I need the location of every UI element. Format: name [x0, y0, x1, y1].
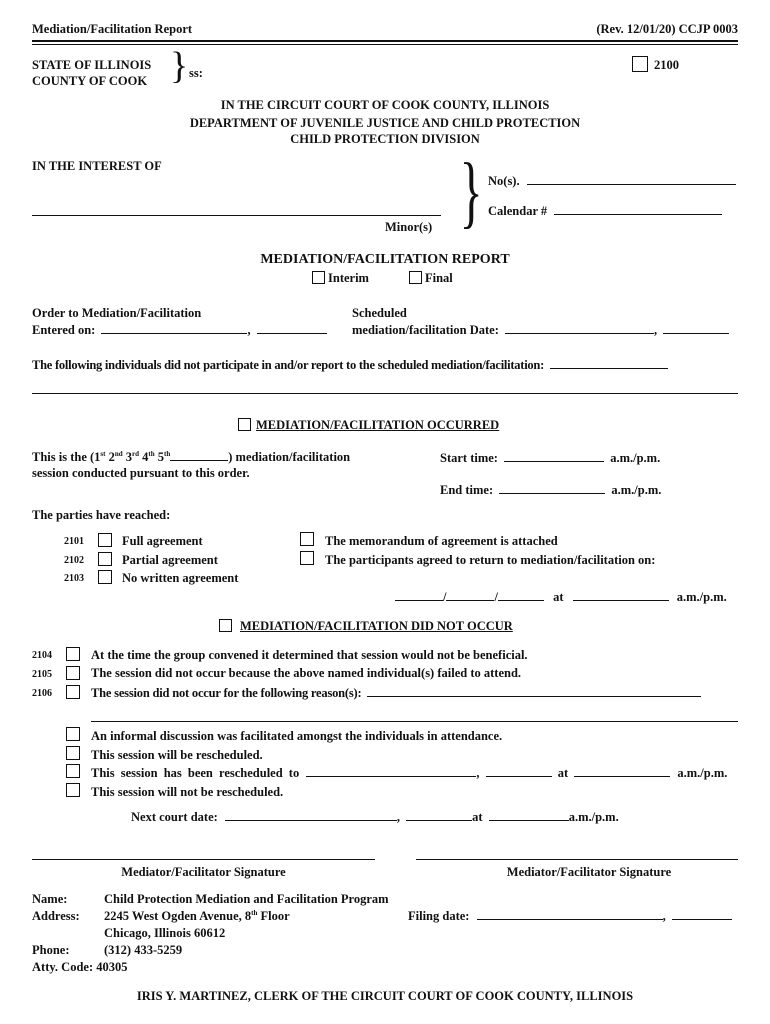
full-agreement-checkbox[interactable]	[98, 533, 112, 547]
code-2102: 2102	[64, 555, 84, 566]
return-checkbox[interactable]	[300, 551, 314, 565]
failed-attend-label: The session did not occur because the above named individual(s) failed to attend.	[91, 666, 522, 680]
next-court-date-field[interactable]	[225, 810, 397, 821]
ss-label: ss:	[189, 66, 203, 80]
nonparticipants-row	[32, 358, 668, 373]
nonparticipants-field[interactable]	[550, 358, 668, 369]
interest-label: IN THE INTEREST OF	[32, 159, 162, 173]
entered-date-field[interactable]	[101, 323, 247, 334]
not-occur-checkbox[interactable]	[219, 619, 232, 632]
scheduled-year-field[interactable]	[663, 323, 729, 334]
return-date-row: / / at a.m./p.m.	[395, 590, 727, 605]
header-rule	[32, 40, 738, 42]
phone-value: (312) 433-5259	[104, 943, 183, 957]
next-court-time-field[interactable]	[489, 810, 569, 821]
rescheduled-time-field[interactable]	[574, 766, 670, 777]
next-court-label: Next court date:	[131, 810, 218, 824]
calendar-field[interactable]	[554, 204, 722, 215]
revision-code: (Rev. 12/01/20) CCJP 0003	[596, 22, 738, 36]
partial-agreement-label: Partial agreement	[122, 553, 218, 567]
return-year-field[interactable]	[498, 590, 544, 601]
county-label: COUNTY OF COOK	[32, 74, 148, 88]
session-line-2: session conducted pursuant to this order.	[32, 466, 250, 480]
code-2104: 2104	[32, 650, 52, 661]
form-title: Mediation/Facilitation Report	[32, 22, 193, 36]
scheduled-date-field[interactable]	[505, 323, 654, 334]
scheduled-date-label: mediation/facilitation Date:	[352, 323, 499, 337]
occurred-heading-row	[238, 418, 499, 433]
return-label: The participants agreed to return to mediation/facilitation on:	[325, 553, 656, 567]
return-time-field[interactable]	[573, 590, 669, 601]
court-line-1: IN THE CIRCUIT COURT OF COOK COUNTY, ILLINOIS	[220, 98, 550, 112]
has-rescheduled-row: This session has been rescheduled to , at a.m./p.m.	[91, 766, 728, 780]
final-checkbox[interactable]	[409, 271, 422, 284]
code-2103: 2103	[64, 573, 84, 584]
address-line-1: 2245 West Ogden Avenue, 8th Floor	[104, 908, 290, 923]
end-time-field[interactable]	[499, 483, 605, 494]
entered-year-field[interactable]	[257, 323, 327, 334]
wont-reschedule-label: This session will not be rescheduled.	[91, 785, 284, 799]
filing-date-field[interactable]	[477, 909, 663, 920]
start-time-field[interactable]	[504, 451, 604, 462]
code-2106: 2106	[32, 688, 52, 699]
code-2100-checkbox[interactable]	[632, 56, 648, 72]
occurred-checkbox[interactable]	[238, 418, 251, 431]
signature-line-right[interactable]	[416, 859, 738, 860]
signature-label-right: Mediator/Facilitator Signature	[506, 865, 672, 879]
interim-checkbox[interactable]	[312, 271, 325, 284]
calendar-label: Calendar #	[488, 204, 548, 218]
other-reason-label: The session did not occur for the following reason(s):	[91, 686, 362, 700]
not-occur-heading-row	[219, 619, 513, 634]
address-line-2: Chicago, Illinois 60612	[104, 926, 226, 940]
end-time-row: End time: a.m./p.m.	[440, 483, 662, 497]
other-reason-field[interactable]	[367, 686, 701, 697]
not-beneficial-label: At the time the group convened it determined that session would not be beneficial.	[91, 648, 528, 662]
session-number-row: This is the (1st 2nd 3rd 4th 5th ) mediation/facilitation	[32, 449, 351, 464]
filing-date-label: Filing date:	[408, 909, 470, 923]
address-label: Address:	[32, 909, 80, 923]
no-written-agreement-label: No written agreement	[122, 571, 239, 585]
filing-year-field[interactable]	[672, 909, 732, 920]
memorandum-label: The memorandum of agreement is attached	[325, 534, 558, 548]
final-option	[409, 271, 453, 286]
header-rule-thin	[32, 44, 738, 45]
start-time-label: Start time:	[440, 451, 498, 465]
case-number-field[interactable]	[527, 174, 736, 185]
scheduled-label: Scheduled	[352, 306, 407, 320]
next-court-year-field[interactable]	[406, 810, 472, 821]
has-rescheduled-checkbox[interactable]	[66, 764, 80, 778]
code-2105: 2105	[32, 669, 52, 680]
court-line-3: CHILD PROTECTION DIVISION	[290, 132, 480, 146]
case-number-row	[488, 174, 736, 189]
return-day-field[interactable]	[446, 590, 494, 601]
rescheduled-year-field[interactable]	[486, 766, 552, 777]
wont-reschedule-checkbox[interactable]	[66, 783, 80, 797]
atty-code-label: Atty. Code:	[32, 960, 94, 974]
other-reason-line-2[interactable]	[91, 721, 738, 722]
calendar-row	[488, 204, 722, 219]
failed-attend-checkbox[interactable]	[66, 666, 80, 680]
start-time-row: Start time: a.m./p.m.	[440, 451, 661, 465]
signature-line-left[interactable]	[32, 859, 375, 860]
program-name: Child Protection Mediation and Facilitation Program	[104, 892, 389, 906]
informal-checkbox[interactable]	[66, 727, 80, 741]
phone-label: Phone:	[32, 943, 70, 957]
will-reschedule-label: This session will be rescheduled.	[91, 748, 263, 762]
clerk-footer: IRIS Y. MARTINEZ, CLERK OF THE CIRCUIT COURT OF COOK COUNTY, ILLINOIS	[136, 989, 634, 1003]
atty-code-value: 40305	[96, 960, 128, 974]
order-label: Order to Mediation/Facilitation	[32, 306, 202, 320]
other-reason-checkbox[interactable]	[66, 685, 80, 699]
court-line-2: DEPARTMENT OF JUVENILE JUSTICE AND CHILD PROTECTION	[189, 116, 581, 130]
interim-option	[312, 271, 369, 286]
end-time-label: End time:	[440, 483, 494, 497]
memorandum-checkbox[interactable]	[300, 532, 314, 546]
nos-label: No(s).	[488, 174, 520, 188]
signature-label-left: Mediator/Facilitator Signature	[121, 865, 286, 879]
rescheduled-date-field[interactable]	[306, 766, 476, 777]
session-number-field[interactable]	[170, 450, 228, 461]
no-written-agreement-checkbox[interactable]	[98, 570, 112, 584]
venue-brace: }	[170, 45, 189, 87]
partial-agreement-checkbox[interactable]	[98, 552, 112, 566]
next-court-row: Next court date: , at a.m./p.m.	[131, 810, 619, 824]
code-2100-label: 2100	[654, 58, 679, 72]
full-agreement-label: Full agreement	[122, 534, 203, 548]
occurred-heading: MEDIATION/FACILITATION OCCURRED	[256, 418, 500, 432]
reached-label: The parties have reached:	[32, 508, 171, 522]
name-label: Name:	[32, 892, 68, 906]
atty-code-row	[32, 960, 127, 975]
filing-date-row: Filing date: ,	[408, 909, 732, 924]
return-month-field[interactable]	[395, 590, 443, 601]
not-occur-heading: MEDIATION/FACILITATION DID NOT OCCUR	[240, 619, 513, 633]
nonparticipants-line-2[interactable]	[32, 393, 738, 394]
final-label: Final	[425, 271, 453, 285]
scheduled-row: mediation/facilitation Date: ,	[352, 323, 729, 338]
entered-row: Entered on: ,	[32, 323, 327, 338]
interim-label: Interim	[328, 271, 369, 285]
nonparticipants-label: The following individuals did not participate in and/or report to the scheduled mediation/facilitation:	[32, 358, 545, 372]
minor-name-line[interactable]	[32, 215, 441, 216]
entered-label: Entered on:	[32, 323, 96, 337]
other-reason-row	[91, 686, 701, 701]
not-beneficial-checkbox[interactable]	[66, 647, 80, 661]
code-2101: 2101	[64, 536, 84, 547]
state-label: STATE OF ILLINOIS	[32, 58, 152, 72]
has-rescheduled-label: This session has been rescheduled to	[91, 766, 300, 780]
informal-label: An informal discussion was facilitated amongst the individuals in attendance.	[91, 729, 503, 743]
report-title: MEDIATION/FACILITATION REPORT	[260, 252, 510, 267]
minors-label: Minor(s)	[385, 220, 433, 234]
will-reschedule-checkbox[interactable]	[66, 746, 80, 760]
caption-brace: }	[459, 148, 483, 236]
